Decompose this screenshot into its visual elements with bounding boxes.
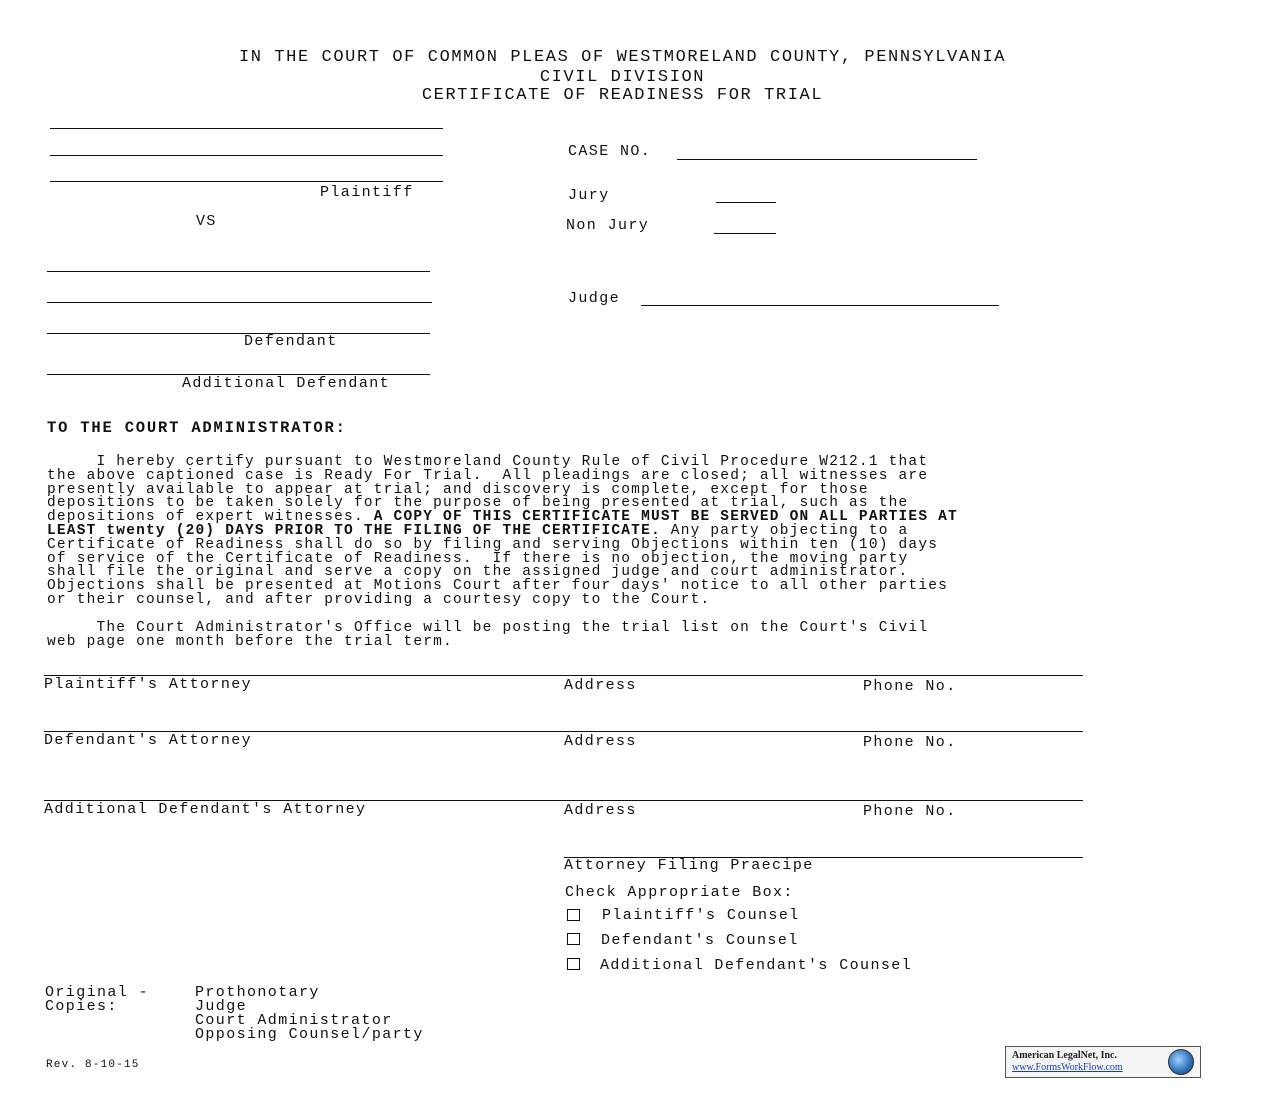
additional-defendant-address-label: Address bbox=[564, 802, 637, 819]
form-title: CERTIFICATE OF READINESS FOR TRIAL bbox=[421, 86, 824, 105]
body-line: web page one month before the trial term. bbox=[47, 633, 453, 650]
division-title: CIVIL DIVISION bbox=[539, 68, 706, 87]
body-line: shall file the original and serve a copy on the assigned judge and court administrator. bbox=[47, 564, 909, 581]
logo-company-name: American LegalNet, Inc. bbox=[1012, 1050, 1117, 1061]
case-no-label: CASE NO. bbox=[568, 143, 652, 160]
vs-label: VS bbox=[196, 213, 217, 230]
court-title: IN THE COURT OF COMMON PLEAS OF WESTMORELAND COUNTY, PENNSYLVANIA bbox=[238, 48, 1007, 67]
body-line: The Court Administrator's Office will be posting the trial list on the Court's Civil bbox=[47, 620, 929, 636]
body-line-bold: A COPY OF THIS CERTIFICATE MUST BE SERVED ON ALL PARTIES AT bbox=[373, 509, 958, 526]
body-line: Objections shall be presented at Motions Court after four days' notice to all other parties bbox=[47, 578, 949, 595]
copy-recipient: Judge bbox=[195, 998, 248, 1015]
additional-defendant-counsel-label: Additional Defendant's Counsel bbox=[600, 957, 913, 974]
copy-recipient: Opposing Counsel/party bbox=[195, 1026, 424, 1043]
plaintiff-phone-label: Phone No. bbox=[863, 678, 957, 695]
non-jury-label: Non Jury bbox=[566, 217, 650, 234]
defendant-address-label: Address bbox=[564, 733, 637, 750]
jury-line[interactable] bbox=[716, 202, 776, 203]
plaintiff-line-1[interactable] bbox=[50, 128, 443, 129]
defendant-counsel-label: Defendant's Counsel bbox=[601, 932, 799, 949]
defendant-line-3[interactable] bbox=[47, 333, 430, 334]
additional-defendant-label: Additional Defendant bbox=[182, 375, 391, 392]
body-line: of service of the Certificate of Readiness. If there is no objection, the moving party bbox=[47, 550, 909, 567]
body-line: Certificate of Readiness shall do so by filing and serving Objections within ten (10) days bbox=[47, 536, 939, 553]
certification-paragraph bbox=[47, 456, 958, 608]
globe-icon bbox=[1168, 1049, 1194, 1075]
copy-recipient: Court Administrator bbox=[195, 1012, 393, 1029]
plaintiff-line-3[interactable] bbox=[50, 181, 443, 182]
body-line: or their counsel, and after providing a courtesy copy to the Court. bbox=[47, 591, 711, 608]
additional-defendant-phone-label: Phone No. bbox=[863, 803, 957, 820]
plaintiff-line-2[interactable] bbox=[50, 155, 443, 156]
body-line: Any party objecting to a bbox=[660, 522, 909, 539]
copies-label: Copies: bbox=[45, 998, 118, 1015]
body-line-bold: LEAST twenty (20) DAYS PRIOR TO THE FILING OF THE CERTIFICATE. bbox=[47, 522, 661, 539]
body-line: the above captioned case is Ready For Trial. All pleadings are closed; all witnesses are bbox=[47, 467, 929, 484]
additional-defendant-counsel-checkbox[interactable] bbox=[567, 958, 580, 970]
jury-label: Jury bbox=[568, 187, 610, 204]
judge-line[interactable] bbox=[641, 305, 999, 306]
non-jury-line[interactable] bbox=[714, 233, 776, 234]
posting-paragraph bbox=[47, 622, 928, 650]
defendant-line-1[interactable] bbox=[47, 271, 430, 272]
plaintiff-attorney-label: Plaintiff's Attorney bbox=[44, 676, 253, 693]
revision-date: Rev. 8-10-15 bbox=[46, 1059, 140, 1071]
defendant-phone-label: Phone No. bbox=[863, 734, 957, 751]
judge-label: Judge bbox=[568, 290, 621, 307]
body-line: depositions to be taken solely for the purpose of being presented at trial, such as the bbox=[47, 495, 909, 512]
defendant-line-2[interactable] bbox=[47, 302, 432, 303]
praecipe-label: Attorney Filing Praecipe bbox=[564, 857, 814, 874]
plaintiff-label: Plaintiff bbox=[320, 184, 414, 201]
body-line: presently available to appear at trial; and discovery is complete, except for those bbox=[47, 481, 869, 498]
plaintiff-counsel-label: Plaintiff's Counsel bbox=[602, 907, 800, 924]
body-line: I hereby certify pursuant to Westmoreland County Rule of Civil Procedure W212.1 that bbox=[47, 454, 929, 470]
check-box-label: Check Appropriate Box: bbox=[565, 884, 794, 901]
plaintiff-address-label: Address bbox=[564, 677, 637, 694]
salutation: TO THE COURT ADMINISTRATOR: bbox=[47, 419, 347, 437]
additional-defendant-attorney-label: Additional Defendant's Attorney bbox=[44, 801, 367, 818]
original-value: Prothonotary bbox=[195, 984, 320, 1001]
case-no-line[interactable] bbox=[677, 159, 977, 160]
original-label: Original - bbox=[45, 984, 150, 1001]
logo-url-link[interactable]: www.FormsWorkFlow.com bbox=[1012, 1062, 1123, 1073]
plaintiff-counsel-checkbox[interactable] bbox=[567, 909, 580, 921]
body-line: depositions of expert witnesses. bbox=[47, 509, 374, 526]
defendant-counsel-checkbox[interactable] bbox=[567, 933, 580, 945]
american-legalnet-logo[interactable] bbox=[1005, 1046, 1201, 1078]
defendant-attorney-label: Defendant's Attorney bbox=[44, 732, 253, 749]
defendant-label: Defendant bbox=[244, 333, 338, 350]
